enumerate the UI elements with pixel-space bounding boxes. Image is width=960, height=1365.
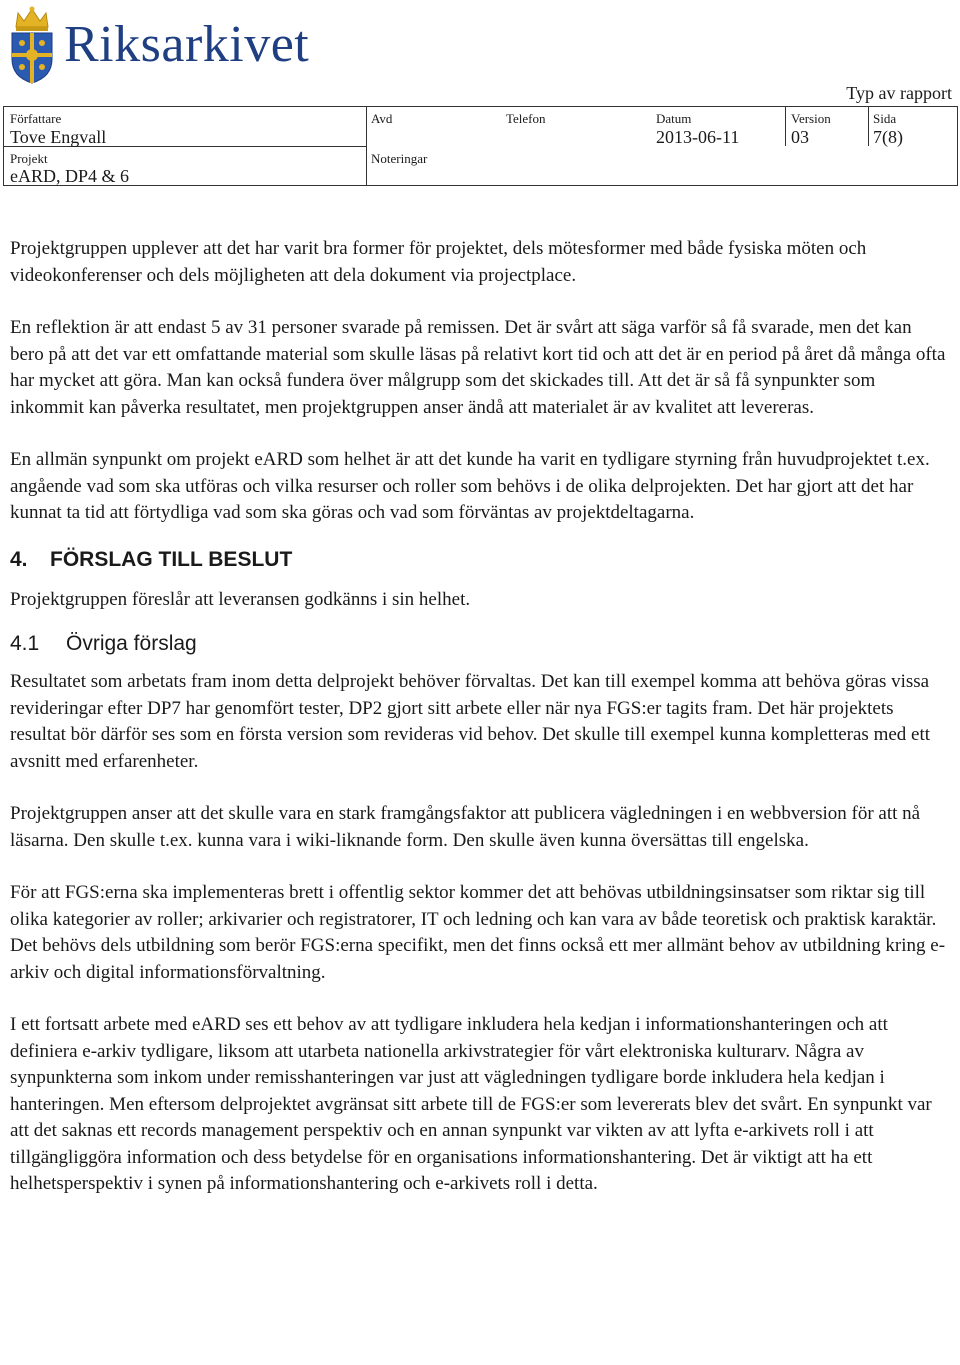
project-label: Projekt — [10, 151, 48, 166]
coat-of-arms-icon — [8, 5, 56, 85]
paragraph: Resultatet som arbetats fram inom detta delprojekt behöver förvaltas. Det kan till exempel komma att behöva göras vissa revideringar efter DP7 har genomfört tester, DP2 gjort sitt arbete eller när nya FGS:er tagits fram. Det här projektets resultat bör därför ses som en första version som revideras vid behov. Det skulle till exempel kunna kompletteras med ett avsnitt med erfarenheter. — [10, 671, 931, 772]
section-heading-4-1 — [10, 629, 948, 659]
paragraph: Projektgruppen anser att det skulle vara en stark framgångsfaktor att publicera vägledningen i en webbversion för att nå läsarna. Den skulle t.ex. kunna vara i wiki-liknande form. Den skulle även kunna översättas till engelska. — [10, 803, 921, 851]
notes-label: Noteringar — [371, 151, 428, 166]
project-value: eARD, DP4 & 6 — [10, 166, 130, 186]
author-label: Författare — [10, 111, 62, 126]
dept-label: Avd — [371, 111, 393, 126]
phone-label: Telefon — [506, 111, 546, 126]
section-heading-4 — [10, 547, 948, 573]
author-value: Tove Engvall — [10, 127, 107, 147]
page-label: Sida — [873, 111, 897, 126]
paragraph: I ett fortsatt arbete med eARD ses ett behov av att tydligare inkludera hela kedjan i informationshanteringen och att definiera e-arkiv tydligare, liksom att utarbeta nationella arkivstrategier för vårt elektroniska kulturarv. Några av synpunkterna som inkom under remisshanteringen var just att vägledningen tydligare borde inkludera hela kedjan i hanteringen. Men eftersom delprojektet avgränsat sitt arbete till de FGS:er som levererats blev det svårt. En synpunkt var att det saknas ett records management perspektiv och en annan synpunkt var vikten av att lyfta e-arkivets roll i att tillgängliggöra information och dess betydelse för en organisations informationshantering. Det är viktigt att ha ett helhetsperspektiv i synen på informationshantering och e-arkivets roll i detta. — [10, 1014, 932, 1194]
version-label: Version — [791, 111, 831, 126]
version-value: 03 — [791, 127, 809, 147]
header-logo — [8, 4, 309, 86]
paragraph: En allmän synpunkt om projekt eARD som helhet är att det kunde ha varit en tydligare styrning från huvudprojektet t.ex. angående vad som ska utföras och vilka resurser och roller som behövs i de olika delprojekten. Det har gjort att det har kunnat ta tid att förtydliga vad som ska göras och vad som förväntas av projektdeltagarna. — [10, 449, 930, 523]
paragraph: En reflektion är att endast 5 av 31 personer svarade på remissen. Det är svårt att säga varför så få svarade, men det kan bero på att det var ett omfattande material som skulle läsas på relativt kort tid och att det är en period på året då många ofta har mycket att göra. Man kan också fundera över målgrupp som det skickades till. Att det är så få synpunkter som inkommit kan påverka resultatet, men projektgruppen anser ändå att materialet är av kvalitet att levereras. — [10, 317, 946, 418]
paragraph: För att FGS:erna ska implementeras brett i offentlig sektor kommer det att behövas utbildningsinsatser som riktar sig till olika kategorier av roller; arkivarier och registratorer, IT och ledning och kan vara av både teoretisk och praktisk karaktär. Det behövs dels utbildning som berör FGS:erna specifikt, men det finns också ett mer allmänt behov av utbildning kring e-arkiv och digital informationsförvaltning. — [10, 882, 946, 983]
date-value: 2013-06-11 — [656, 127, 740, 147]
date-label: Datum — [656, 111, 692, 126]
page-value: 7(8) — [873, 127, 903, 147]
org-name: Riksarkivet — [64, 16, 310, 73]
paragraph: Projektgruppen föreslår att leveransen godkänns i sin helhet. — [10, 588, 471, 610]
metadata-table — [3, 106, 958, 186]
document-body — [10, 236, 948, 1224]
section-title: FÖRSLAG TILL BESLUT — [50, 547, 293, 571]
section-number: 4. — [10, 547, 28, 571]
section-title: Övriga förslag — [66, 632, 197, 655]
paragraph: Projektgruppen upplever att det har varit bra former för projektet, dels mötesformer med både fysiska möten och videokonferenser och dels möjligheten att dela dokument via projectplace. — [10, 238, 867, 286]
report-type: Typ av rapport — [846, 83, 952, 103]
section-number: 4.1 — [10, 632, 40, 655]
